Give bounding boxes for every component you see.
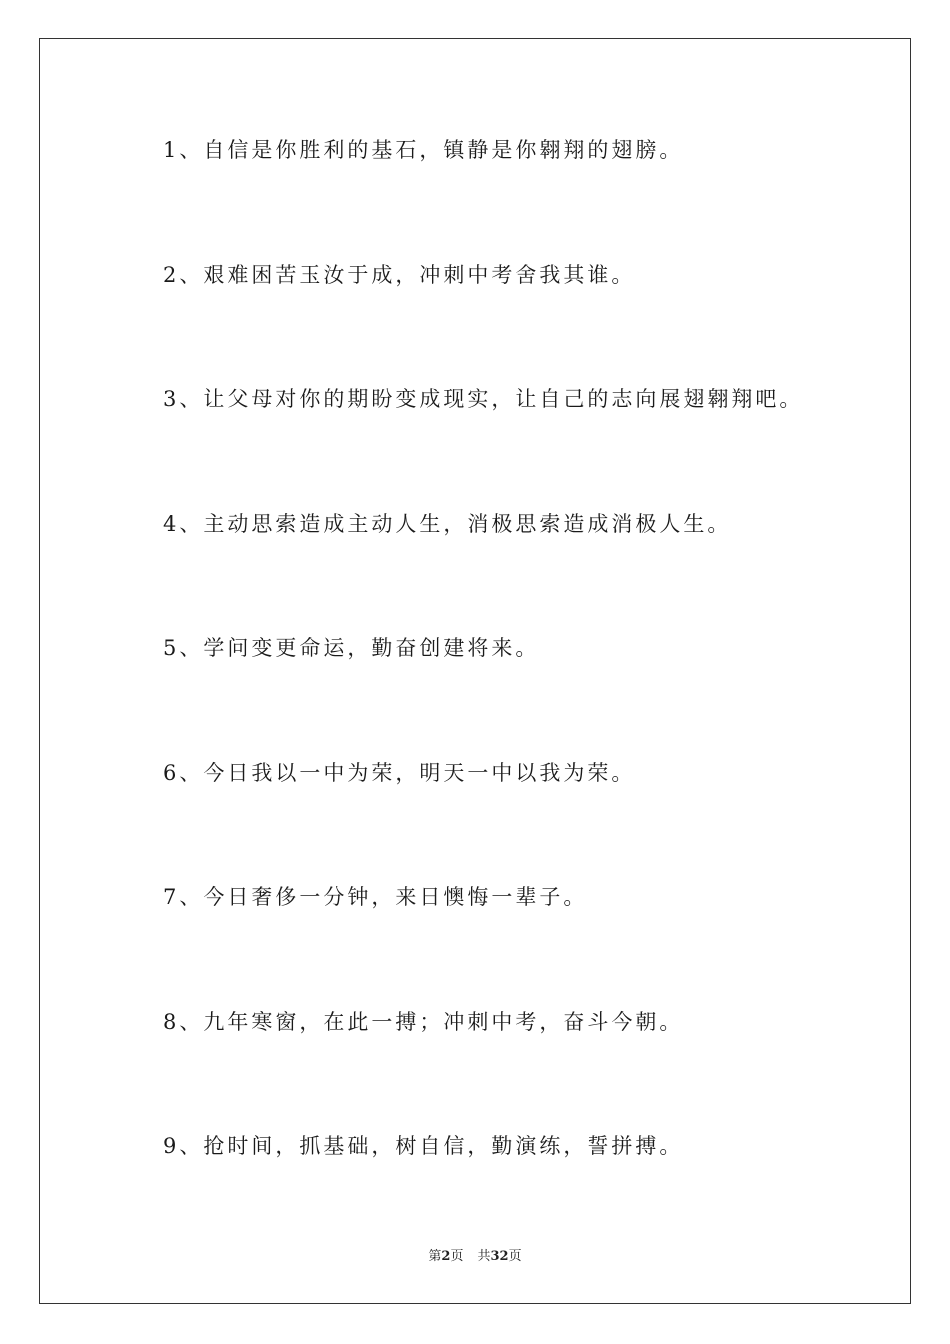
list-item: 2、艰难困苦玉汝于成，冲刺中考舍我其谁。 [163, 263, 636, 287]
list-item: 5、学问变更命运，勤奋创建将来。 [163, 636, 540, 660]
list-item: 1、自信是你胜利的基石，镇静是你翱翔的翅膀。 [163, 138, 684, 162]
total-suffix: 页 [508, 1249, 522, 1264]
page-prefix: 第 [428, 1249, 442, 1264]
list-item: 7、今日奢侈一分钟，来日懊悔一辈子。 [163, 885, 588, 909]
total-prefix: 共 [477, 1249, 491, 1264]
list-item: 9、抢时间，抓基础，树自信，勤演练，誓拼搏。 [163, 1134, 684, 1158]
list-item: 3、让父母对你的期盼变成现实，让自己的志向展翅翱翔吧。 [163, 387, 804, 411]
page-frame [39, 38, 911, 1304]
list-item: 4、主动思索造成主动人生，消极思索造成消极人生。 [163, 512, 732, 536]
list-item: 6、今日我以一中为荣，明天一中以我为荣。 [163, 761, 636, 785]
page-suffix: 页 [450, 1249, 464, 1264]
page-footer [0, 1248, 950, 1266]
page-total: 32 [490, 1249, 509, 1264]
page-current: 2 [441, 1249, 451, 1264]
list-item: 8、九年寒窗，在此一搏；冲刺中考，奋斗今朝。 [163, 1010, 684, 1034]
